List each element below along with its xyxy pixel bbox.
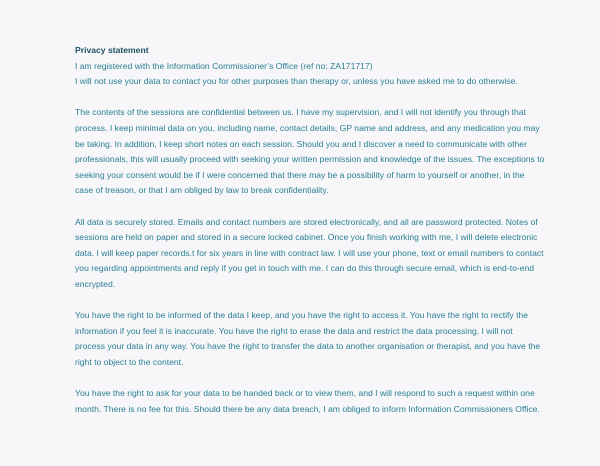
data-storage-paragraph: All data is securely stored. Emails and contact numbers are stored electronically, and all are password protected. Notes of sessions are held on paper and stored in a secure locked cabinet. Once you finish working with me, I will delete electronic data. I will keep paper records.t for six years in line with contract law. I will use your phone, text or email numbers to contact you regarding appointments and reply if you get in touch with me. I can do this through secure email, which is end-to-end encrypted. (75, 216, 544, 289)
confidentiality-paragraph: The contents of the sessions are confidential between us. I have my supervision, and I will not identify you through that process. I keep minimal data on you, including name, contact details, GP name and address, and any medication you may be taking. In addition, I keep short notes on each session. Should you and I discover a need to communicate with other professionals, this will usually proceed with seeking your written permission and knowledge of the issues. The exceptions to seeking your consent would be if I were concerned that there may be a possibility of harm to yourself or another, in the case of treason, or that I am obliged by law to break confidentiality. (75, 107, 545, 196)
data-request-paragraph: You have the right to ask for your data to be handed back or to view them, and I will respond to such a request within one month. There is no fee for this. Should there be any data breach, I am obliged to inform Information Commissioners Office. (75, 388, 540, 414)
privacy-statement (75, 43, 545, 417)
registration-line: I am registered with the Information Commissioner’s Office (ref no: ZA171717) (75, 60, 373, 71)
data-usage-line: I will not use your data to contact you for other purposes than therapy or, unless you have asked me to do otherwise. (75, 76, 518, 87)
data-rights-paragraph: You have the right to be informed of the data I keep, and you have the right to access it. You have the right to rectify the information if you feel it is inaccurate. You have the right to erase the data and restrict the data processing. I will not process your data in any way. You have the right to transfer the data to another organisation or therapist, and you have the right to object to the content. (75, 310, 541, 367)
privacy-heading: Privacy statement (75, 45, 149, 55)
